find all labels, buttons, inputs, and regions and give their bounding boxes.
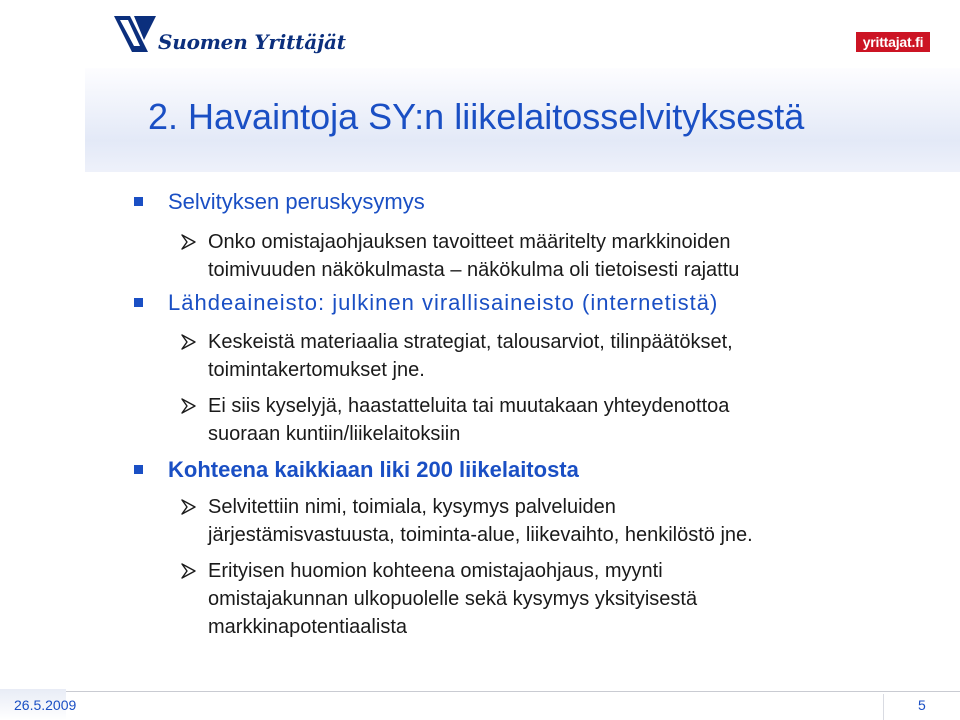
section-heading: Lähdeaineisto: julkinen virallisaineisto (internetistä) <box>168 290 718 316</box>
footer-divider-line <box>66 691 960 692</box>
footer <box>0 691 960 720</box>
page-number: 5 <box>918 697 926 713</box>
section-heading: Kohteena kaikkiaan liki 200 liikelaitosta <box>168 457 579 483</box>
bullet-point: Selvitettiin nimi, toimiala, kysymys palveluiden järjestämisvastuusta, toiminta-alue, liikevaihto, henkilöstö jne. <box>208 493 753 549</box>
bullet-point: Erityisen huomion kohteena omistajaohjaus, myynti omistajakunnan ulkopuolelle sekä kysymys yksityisestä markkinapotentiaalista <box>208 557 697 641</box>
bullet-point: Onko omistajaohjauksen tavoitteet määritelty markkinoiden toimivuuden näkökulmasta – näkökulma oli tietoisesti rajattu <box>208 228 739 284</box>
arrowhead-bullet-icon <box>180 498 198 516</box>
section-heading: Selvityksen peruskysymys <box>168 189 425 215</box>
slide-title: 2. Havaintoja SY:n liikelaitosselvityksestä <box>148 96 805 137</box>
square-bullet-icon <box>134 197 143 206</box>
bullet-point: Ei siis kyselyjä, haastatteluita tai muutakaan yhteydenottoa suoraan kuntiin/liikelaitoksiin <box>208 392 729 448</box>
brand-name: Suomen Yrittäjät <box>158 30 346 54</box>
footer-date: 26.5.2009 <box>14 697 77 713</box>
sy-flag-logo-icon <box>114 12 156 54</box>
bullet-point: Keskeistä materiaalia strategiat, talousarviot, tilinpäätökset, toimintakertomukset jne. <box>208 328 733 384</box>
footer-page-separator <box>883 694 884 720</box>
arrowhead-bullet-icon <box>180 233 198 251</box>
arrowhead-bullet-icon <box>180 562 198 580</box>
arrowhead-bullet-icon <box>180 397 198 415</box>
square-bullet-icon <box>134 465 143 474</box>
square-bullet-icon <box>134 298 143 307</box>
arrowhead-bullet-icon <box>180 333 198 351</box>
suomen-yrittajat-logo <box>114 12 346 56</box>
yrittajat-fi-badge[interactable]: yrittajat.fi <box>856 32 930 52</box>
